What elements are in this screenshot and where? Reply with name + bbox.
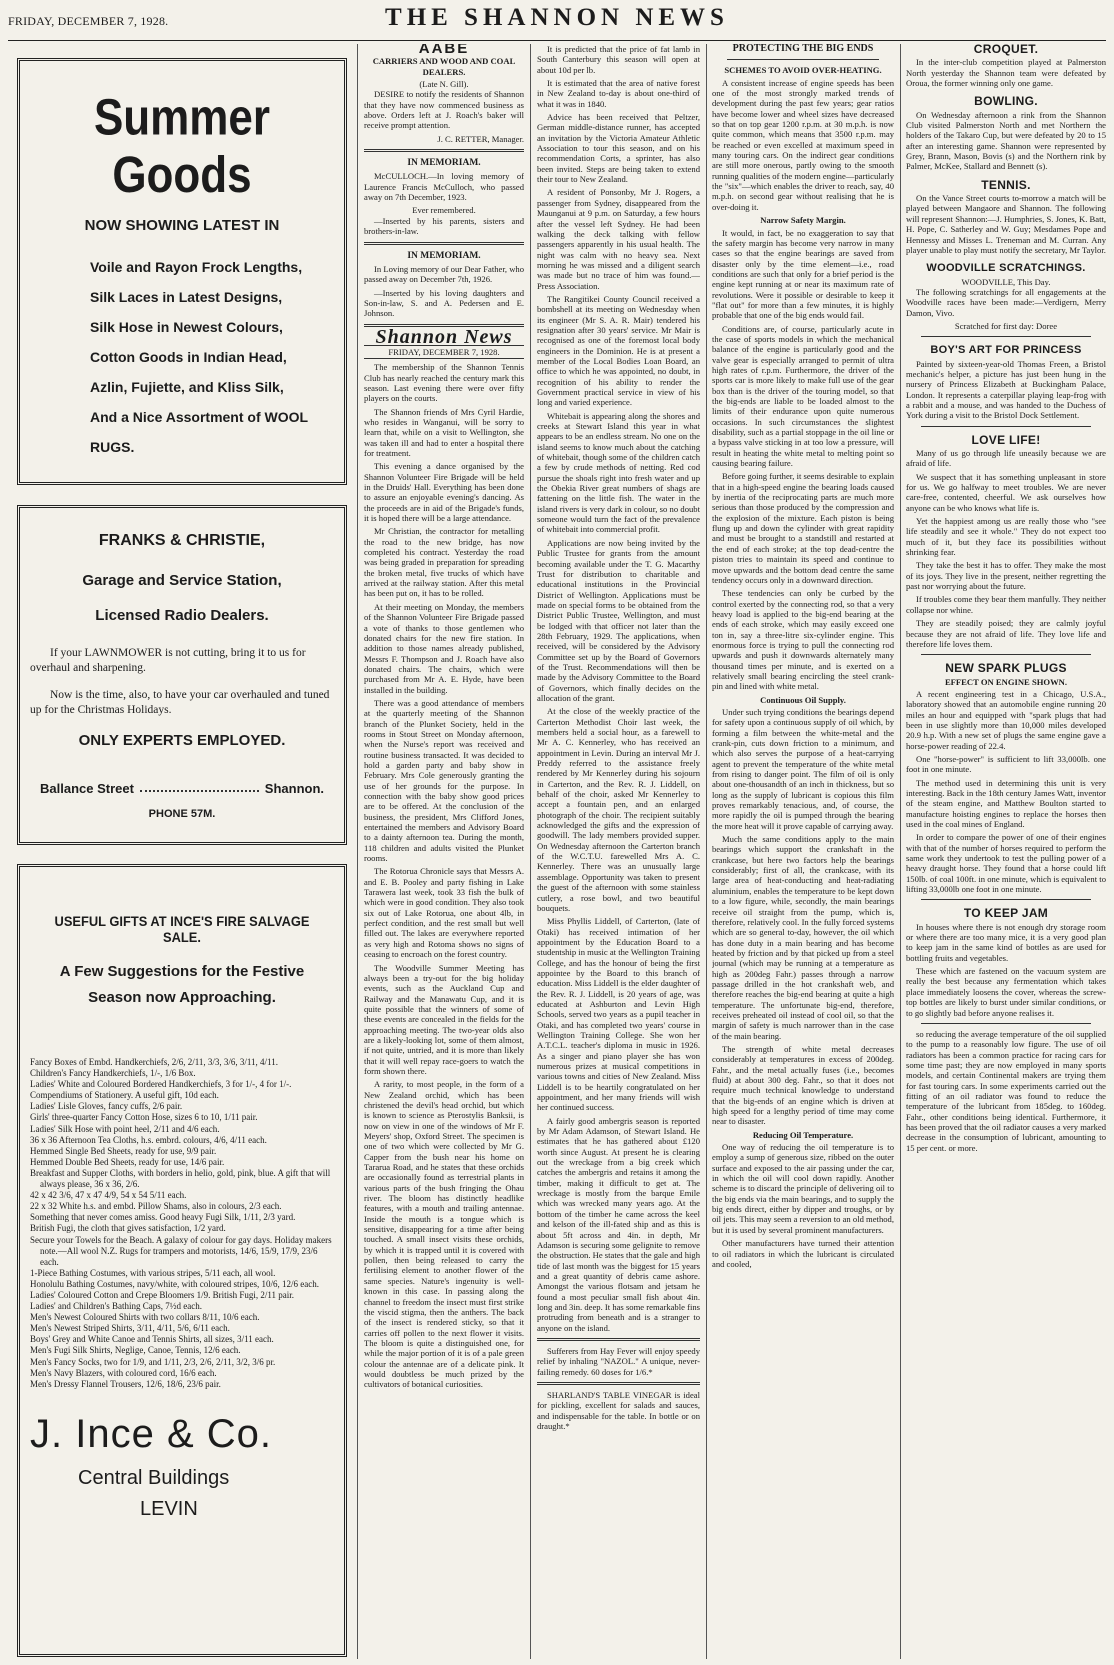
ad-line: And a Nice Assortment of WOOL RUGS. <box>90 409 308 455</box>
hay-fever-ad: Sufferers from Hay Fever will enjoy speedy relief by inhaling "NAZOL." A unique, never-failing remedy. 60 doses for 1/6.* <box>537 1345 700 1377</box>
love-heading: LOVE LIFE! <box>971 432 1041 447</box>
engine-article-continued: so reducing the average temperature of the oil supplied to the pump to a reasonably low figure. The use of oil radiators has been a common practice for racing cars for some time past; they are now employed in many sports models, and certain Continental makers are trying them for fast touring cars. In some experiments carried out the fitting of an oil radiator was found to reduce the temperature of the lubricant from 185deg. to 160deg. Fahr., other conditions being identical. Furthermore, it has been proved that the oil radiator causes a very marked decrease in the consumption of lubricant, amounting to 15 per cent. or more. <box>906 1028 1106 1153</box>
ad-ince-item: 1-Piece Bathing Costumes, with various stripes, 5/11 each, all wool. <box>30 1267 276 1278</box>
ad-ince-item: Men's Dressy Flannel Trousers, 12/6, 18/6, 23/6 pair. <box>30 1378 221 1389</box>
ad-franks-christie <box>17 505 347 845</box>
ad-line: Voile and Rayon Frock Lengths, <box>90 259 303 275</box>
news-paragraph: This evening a dance organised by the Shannon Volunteer Fire Brigade will be held in the Druids' Hall. Everything has been done to assure an enjoyable evening's dancing. As the proceeds are in aid of the Brigade's funds, it is hoped there will be a large attendance. <box>364 461 524 524</box>
ad-line: Silk Laces in Latest Designs, <box>90 289 283 305</box>
ad-franks-leader <box>140 781 259 792</box>
news-paragraph: They take the best it has to offer. They make the most of its joys. They live in the present, neither regretting the past nor worrying about the future. <box>906 560 1106 592</box>
news-paragraph: There was a good attendance of members at the quarterly meeting of the Shannon branch of the Plunket Society, held in the rooms in Stout Street on Monday afternoon, when the Nurse's report was received and routine business transacted. It was decided to hold a garden party and baby show in February. Mrs Cole generously granting the use of her grounds for the purpose. In connection with the baby show good prices are to be offered. At the conclusion of the business, the president, Mrs Clifford Jones, entertained the members and Advisory Board to a dainty afternoon tea. During the month, 118 children and adults visited the Plunket rooms. <box>364 697 524 864</box>
column-3 <box>537 44 700 1659</box>
news-paragraph: If troubles come they bear them manfully. They neither collapse nor whine. <box>906 594 1106 615</box>
divider <box>364 149 524 152</box>
memoriam-heading: IN MEMORIAM. <box>407 158 481 169</box>
news-paragraph: At their meeting on Monday, the members of the Shannon Volunteer Fire Brigade passed a vote of thanks to those gentlemen who donated chairs for the new fire station. In addition to those names already published, Messrs F. Thompson and J. Roach have also donated chairs. The chairs, which were purchased from Mr A. E. Hyde, have been installed in the building. <box>364 601 524 695</box>
news-paragraph: In houses where there is not enough dry storage room or where there are too many mice, it is a very good plan to keep jam in the same kind of bottles as are used for bottling fruits and vegetables. <box>906 921 1106 963</box>
masthead-rule <box>8 40 1106 41</box>
engine-article-subhead: SCHEMES TO AVOID OVER-HEATING. <box>724 65 882 76</box>
memoriam-inserted: —Inserted by his parents, sisters and brothers-in-law. <box>364 215 524 237</box>
news-paragraph: The method used in determining this unit is very interesting. Back in the 18th century James Watt, inventor of the steam engine, and Matthew Boulton started to manufacture hoisting engines to replace the horses then used in the coal mines of England. <box>906 777 1106 829</box>
woodville-note: Scratched for first day: Doree <box>954 320 1058 331</box>
divider <box>921 426 1091 427</box>
ad-ince-item: Children's Fancy Handkerchiefs, 1/-, 1/6 Box. <box>30 1068 196 1079</box>
paper-nameplate: Shannon News <box>375 325 513 348</box>
memoriam-text: In Loving memory of our Dear Father, who passed away on December 7th, 1926. <box>364 263 524 285</box>
news-paragraph: Painted by sixteen-year-old Thomas Freen, a Bristol mechanic's helper, a picture has just been hung in the nursery of Princess Elizabeth at Buckingham Palace, London. It represents a caterpillar playing leap-frog with a rabbit and a mouse, and was handed to the Duchess of York during a visit to the Bristol Dock Settlement. <box>906 358 1106 421</box>
news-paragraph: Yet the happiest among us are really those who "see life steadily and see it whole." They do not expect too much of it, but they face its possibilities without shrinking fear. <box>906 516 1106 558</box>
column-2 <box>364 44 524 1659</box>
news-paragraph: On the Vance Street courts to-morrow a match will be played between Mangaore and Shannon. The following will represent Shannon:—J. Humphries, S. Jones, K. Batt, H. Pope, C. Satherley and W. Guy; Mesdames Pope and Hennessy and Misses L. Treneman and M. Curran. Any player unable to play must notify the secretary, Mr Taylor. <box>906 193 1106 255</box>
ad-ince-items <box>30 1057 334 1390</box>
ad-franks-body2: Now is the time, also, to have your car overhauled and tuned up for the Christmas Holidays. <box>30 689 330 716</box>
news-paragraph: The Woodville Summer Meeting has always been a try-out for the big holiday events, such as the Auckland Cup and Railway and the Manawatu Cup, and it is quite possible that the winners of some of these events are concealed in the fields for the approaching meeting. The two-year olds also are a likely-looking lot, some of them almost, if not quite, untried, and it is more than likely that it will well repay race-goers to watch the form shown there. <box>364 962 524 1076</box>
ad-line: Azlin, Fujiette, and Kliss Silk, <box>90 379 284 395</box>
news-paragraph: The strength of white metal decreases considerably at temperatures in excess of 200deg. Fahr., and the metal actually fuses (i.e., becomes fluid) at about 300 deg. Fahr., so that it does not require much technical knowledge to understand that the big-ends of an engine which is driven at high speed for a lengthy period of time may come near to disaster. <box>712 1043 894 1127</box>
column-rule <box>530 44 531 1659</box>
ad-ince-item: Ladies' White and Coloured Bordered Handkerchiefs, 3 for 1/-, 4 for 1/-. <box>30 1079 292 1090</box>
ad-ince-subhead: A Few Suggestions for the Festive Season now Approaching. <box>59 963 305 1006</box>
column-rule <box>706 44 707 1659</box>
ad-ince-item: Men's Fugi Silk Shirts, Neglige, Canoe, Tennis, 12/6 each. <box>30 1345 241 1356</box>
news-paragraph: A consistent increase of engine speeds has been one of the most strongly marked trends of development during the past few years; gear ratios have become lower and wheel sizes have decreased so that on top gear 1200 r.p.m. at 30 m.p.h. is now quite common, which means that 3500 r.p.m. may be reached or even excelled at maximum speed in many touring cars. On the indirect gear conditions are still more onerous, partly owing to the smooth running qualities of the modern engine—particularly the "six"—which enables the driver to reach, say, 40 m.p.h. on second gear without realising that he is over-doing it. <box>712 77 894 212</box>
tennis-heading: TENNIS. <box>981 177 1031 192</box>
ad-franks-street: Ballance Street <box>40 781 134 796</box>
spark-subheading: EFFECT ON ENGINE SHOWN. <box>944 676 1068 687</box>
ad-ince-item: Honolulu Bathing Costumes, navy/white, with coloured stripes, 10/6, 12/6 each. <box>30 1278 319 1289</box>
ad-ince-item: Secure your Towels for the Beach. A galaxy of colour for gay days. Holiday makers note.—All wool N.Z. Rugs for trampers and motorists, 14/6, 15/9, 17/9, 23/6 each. <box>30 1234 332 1267</box>
memoriam-inserted: —Inserted by his loving daughters and Son-in-law, S. and A. Pedersen and E. Johnson. <box>364 287 524 319</box>
ad-franks-line1: Garage and Service Station, <box>82 572 282 589</box>
engine-article-headline: PROTECTING THE BIG ENDS <box>732 44 874 54</box>
divider <box>364 242 524 245</box>
ad-ince-item: 36 x 36 Afternoon Tea Cloths, h.s. embrd. colours, 4/6, 4/11 each. <box>30 1134 267 1145</box>
news-paragraph: These tendencies can only be curbed by the control exerted by the connecting rod, so that a very heavy load is applied to the big-end bearing at the ends of each stroke, which may easily exceed one ton in, say a three-litre six-cylinder engine. This enormous force is trying to pull the connecting rod upwards and push it downwards alternately many thousand times per minute, and is exerted on a relatively small bearing encircling the steel crank-pin and lined with white metal. <box>712 588 894 692</box>
news-paragraph: We suspect that it has something unpleasant in store for us. We go halfway to meet troubles. We are never care-free, contented, cheerful. We ask ourselves how anyone can be who knows what life is. <box>906 471 1106 513</box>
ad-line: Cotton Goods in Indian Head, <box>90 349 287 365</box>
news-paragraph: The membership of the Shannon Tennis Club has nearly reached the century mark this season. Last evening there were over fifty players on the courts. <box>364 362 524 404</box>
memoriam-heading: IN MEMORIAM. <box>407 250 481 261</box>
ad-ince-item: 22 x 32 White h.s. and embd. Pillow Shams, also in colours, 2/3 each. <box>30 1201 282 1212</box>
news-paragraph: At the close of the weekly practice of the Carterton Methodist Choir last week, the members held a social hour, as a farewell to Mr A. C. Kennerley, who has received an appointment in Levin. During an interval Mr J. Preddy referred to the assistance freely rendered by Mr Kennerley during his sojourn in Carterton, and the Rev. R. J. Liddell, on behalf of the choir, asked Mr Kennerley to accept a fountain pen, and an enlarged photograph of the choir. The recipient suitably acknowledged the gifts and the expression of goodwill. The lady members provided supper. On Wednesday afternoon the Carterton branch of the W.C.T.U. farewelled Mrs A. C. Kennerley. There was an unusually large assemblage. Opportunity was taken to present the guest of the afternoon with some stainless cutlery, a rose bowl, and two beautiful bouquets. <box>537 706 700 913</box>
woodville-dateline: WOODVILLE, This Day. <box>961 276 1051 287</box>
engine-subheading: Reducing Oil Temperature. <box>752 1129 854 1140</box>
ad-ince-item: Hemmed Double Bed Sheets, ready for use, 14/6 pair. <box>30 1156 225 1167</box>
ad-gunning-showing: NOW SHOWING LATEST IN <box>84 217 280 234</box>
aabe-signature: J. C. RETTER, Manager. <box>437 133 524 144</box>
ad-ince-item: Men's Newest Coloured Shirts with two collars 8/11, 10/6 each. <box>30 1312 260 1323</box>
ad-ince-item: Men's Fancy Socks, two for 1/9, and 1/11, 2/3, 2/6, 2/11, 3/2, 3/6 pr. <box>30 1356 276 1367</box>
news-paragraph: A rarity, to most people, in the form of a New Zealand orchid, which has been christened the devil's head orchid, but which is known to science as Pterostylis Banksii, is now on view in one of the windows of Mr F. Meyers' shop, Oxford Street. The specimen is one of two which were collected by Mr G. Capper from the bush near his home on Tararua Road, and he states that these orchids are occasionally found as terrestrial plants in various parts of the bush fringing the Ohau river. The bloom has distinctly headlike features, with a mouth and trailing antennae. Inside the mouth is a tongue which is sensitive, disappearing for a time after being touched. A small insect visits these orchids, by which it is trapped until it is covered with pollen, then being released to carry the fertilising element to another flower of the same species. Nature's ingenuity is well-known in this case. In passing along the channel to freedom the insect must first strike the viscid stigma, then the anthers. The back of the insect is rendered sticky, so that it carries off pollen to the next flower it visits. The bloom is quite a distinguished one, for while the major portion of it is of a pale green colour the antennae are of a delicate pink. It would doubtless be much prized by the cultivators of botanical curiosities. <box>364 1079 524 1390</box>
news-paragraph: One way of reducing the oil temperature is to employ a sump of generous size, ribbed on the outer surface and exposed to the air passing under the car, in which the oil will cool down rapidly. Another scheme is to discard the principle of delivering oil to the big ends via the main bearings, and to supply the big ends direct, either by dipper and troughs, or by oil jets. This may seem a reversion to an old method, but it is used by several prominent manufacturers. <box>712 1142 894 1235</box>
ad-ince-item: Hemmed Single Bed Sheets, ready for use, 9/9 pair. <box>30 1145 217 1156</box>
column-5 <box>906 44 1106 1659</box>
news-paragraph: The following scratchings for all engagements at the Woodville races have been made:—Verdigern, Merry Damon, Vivo. <box>906 286 1106 318</box>
column-4 <box>712 44 894 1659</box>
ad-ince-item: Men's Newest Striped Shirts, 3/11, 4/11, 5/6, 6/11 each. <box>30 1323 230 1334</box>
bowling-heading: BOWLING. <box>974 94 1038 109</box>
news-paragraph: It would, in fact, be no exaggeration to say that the safety margin has become very narrow in many cases so that the engine bearings are saved from disaster only by the time element—i.e., road conditions are such that only for a brief period is the engine kept running at or near its maximum rate of revolutions. Were it possible or desirable to keep it "flat out" for more than a few minutes, it is highly probable that one of the big ends would fail. <box>712 227 894 321</box>
ad-ince-item: Ladies' Coloured Cotton and Crepe Bloomers 1/9. British Fugi, 2/11 pair. <box>30 1289 295 1300</box>
ad-franks-phone: PHONE 57M. <box>148 808 216 820</box>
news-paragraph: Before going further, it seems desirable to explain that in a high-speed engine the bearing loads caused by inertia of the reciprocating parts are much more serious than those produced by the compression and the explosion of the mixture. Each piston is being flung up and down the cylinder with great rapidity and must be brought to a standstill and restarted at the end of each stroke; at the top dead-centre the piston tries to maintain its speed and continue to move upwards and the bottom dead centre the same tendency occurs only in a downward direction. <box>712 471 894 585</box>
ad-franks-address <box>40 781 324 796</box>
ad-franks-body1: If your LAWNMOWER is not cutting, bring it to us for overhaul and sharpening. <box>30 647 306 674</box>
ad-franks-line2: Licensed Radio Dealers. <box>95 607 269 624</box>
divider <box>921 336 1091 337</box>
news-paragraph: Conditions are, of course, particularly acute in the case of sports models in which the mechanical balance of the engine is particularly good and the valve gear is especially arranged to permit of ultra high rates of r.p.m. Furthermore, the driver of the sports car is more likely to make full use of the gear box than is the driver of the touring model, so that the big-ends are liable to be loaded almost to the limits of their endurance upon quite numerous occasions. In such circumstances the slightest disability, such as a partial stoppage in the oil line or a bypass valve sticking in at too low a pressure, will result in heating the white metal to melting point so causing bearing failure. <box>712 323 894 469</box>
ad-ince <box>17 864 347 1657</box>
jam-heading: TO KEEP JAM <box>963 906 1049 921</box>
news-paragraph: The Rangitikei County Council received a bombshell at its meeting on Wednesday when its engineer (Mr S. A. R. Mair) tendered his resignation after 30 years' service. Mr Mair is recognised as one of the foremost local body engineers in the Dominion. He is at present a member of the Local Bodies Loan Board, an office to which he was appointed, no doubt, in recognition of his ability to render the Government practical service in view of his long and varied experience. <box>537 293 700 408</box>
ad-gunning <box>17 58 347 485</box>
ad-ince-buildings: Central Buildings <box>78 1466 230 1489</box>
ad-ince-item: Girls' three-quarter Fancy Cotton Hose, sizes 6 to 10, 1/11 pair. <box>30 1112 258 1123</box>
news-paragraph: Many of us go through life uneasily because we are afraid of life. <box>906 448 1106 469</box>
masthead-title: THE SHANNON NEWS <box>385 4 729 31</box>
news-paragraph: They are steadily poised; they are calmly joyful because they are not afraid of life. They love life and therefore life loves them. <box>906 618 1106 649</box>
ad-ince-item: Ladies' Silk Hose with point heel, 2/11 and 4/6 each. <box>30 1123 220 1134</box>
news-paragraph: Other manufacturers have turned their attention to oil radiators in which the lubricant is circulated and cooled, <box>712 1238 894 1269</box>
engine-subheading: Narrow Safety Margin. <box>760 215 846 226</box>
news-paragraph: Applications are now being invited by the Public Trustee for grants from the amount becoming available under the T. G. Macarthy Trust for distribution to charitable and educational institutions in the Provincial District of Wellington. Applications must be made on special forms to be obtained from the District Public Trustee, Wellington, and must be lodged with that officer not later than the 28th February, 1929. The applications, when received, will be considered by the Advisory Committee set up by the Board of Governors of the Trust. Recommendations will then be made by the Advisory Committee to the Board of Governors, which finally decides on the allocation of the grant. <box>537 537 700 703</box>
ad-ince-item: British Fugi, the cloth that gives satisfaction, 1/2 yard. <box>30 1223 226 1234</box>
divider <box>921 899 1091 900</box>
ad-franks-firm: FRANKS & CHRISTIE, <box>98 532 266 549</box>
ad-ince-firm: J. Ince & Co. <box>30 1411 272 1456</box>
news-paragraph: In the inter-club competition played at Palmerston North yesterday the Shannon team were defeated by Oroua, the former winning only one game. <box>906 57 1106 89</box>
aabe-body: DESIRE to notify the residents of Shannon that they have now commenced business as above. Orders left at J. Roach's baker will receive prompt attention. <box>364 89 524 131</box>
princess-heading: BOY'S ART FOR PRINCESS <box>930 344 1082 357</box>
news-paragraph: The Rotorua Chronicle says that Messrs A. and E. B. Pooley and party fishing in Lake Tarawera last week, took 33 fish the bulk of which were in good condition. They also took six out of Lake Rotorua, one about 4lb, in perfect condition, and the rest small but well filled out. The lakes are everywhere reported as very high and Rotoma shows no signs of ceasing to encroach on the forest country. <box>364 866 524 960</box>
memoriam-text: McCULLOCH.—In loving memory of Laurence Francis McCulloch, who passed away on 7th December, 1923. <box>364 171 524 203</box>
news-paragraph: Much the same conditions apply to the main bearings which support the crankshaft in the crankcase, but here two factors help the bearings considerably; first of all, the crankcase, with its large area of heat-conducting and heat-radiating aluminium, enables the temperature to be kept down to a low figure, while, secondly, the main bearings receive oil straight from the pump, which is, therefore, relatively cool. In the fully forced systems which are so general to-day, however, the oil which has done duty in a main bearing and has become heated by friction and by that picked up from a steel journal (which may be running at a temperature as high as 200deg Fahr.) passes through a narrow passage drilled in the hot crankshaft web, and therefore reaches the big-end bearing at quite a high temperature. The unfortunate big-end, therefore, receives preheated oil instead of cool oil, so that the margin of safety is much narrower than in the case of the main bearing. <box>712 834 894 1041</box>
woodville-heading: WOODVILLE SCRATCHINGS. <box>926 262 1086 275</box>
memoriam-verse: Ever remembered. <box>412 205 476 216</box>
news-paragraph: Mr Christian, the contractor for metalling the road to the new bridge, has now completed his contract. Yesterday the road was being graded in preparation for spreading the broken metal, five trucks of which have arrived at the railway station. After this metal has been put on, it has to be rolled. <box>364 526 524 599</box>
news-paragraph: The Shannon friends of Mrs Cyril Hardie, who resides in Wanganui, will be sorry to learn that, while on a visit to Wellington, she was taken ill and had to enter a hospital there for treatment. <box>364 406 524 458</box>
ad-ince-item: Boys' Grey and White Canoe and Tennis Shirts, all sizes, 3/11 each. <box>30 1334 274 1345</box>
news-paragraph: One "horse-power" is sufficient to lift 33,000lb. one foot in one minute. <box>906 753 1106 775</box>
news-paragraph: A fairly good ambergris season is reported by Mr Adam Adamson, of Stewart Island. He estimates that he has gathered about £120 worth since August. At present he is clearing out the wreckage from a big creek which catches the ambergris and retains it among the timber, making it difficult to get at. The wreckage is mostly from the barque Emile which was wrecked many years ago. At the bottom of the timber he came across the keel and kelson of the ill-fated ship and as this is about 5ft across and 4in. in depth, Mr Adamson is securing some gelignite to remove the obstruction. He states that the gale and high tide of last month was the biggest for 15 years and a great quantity of debris came ashore. Amongst the various flotsam and jetsam he found a most peculiar small fish about 4in. long and 3in. deep. It has some remarkable fins protruding from beneath and is a stranger to anyone on the island. <box>537 1115 700 1333</box>
engine-subheading: Continuous Oil Supply. <box>760 694 846 705</box>
aabe-title: AABE <box>418 44 470 57</box>
ad-franks-experts: ONLY EXPERTS EMPLOYED. <box>78 732 286 749</box>
masthead-date: FRIDAY, DECEMBER 7, 1928. <box>8 14 169 28</box>
news-paragraph: In order to compare the power of one of their engines with that of the number of horses required to perform the same work they undertook to test the pulling power of a heavy draught horse. They found that a horse could lift 150lb. of coal 100ft. in one minute, which is equivalent to lifting 33,000lb one foot in one minute. <box>906 832 1106 895</box>
news-paragraph: Miss Phyllis Liddell, of Carterton, (late of Otaki) has received intimation of her appointment by the Education Board to a studentship in music at the Wellington Training College, and has the honour of being the first appointee by the Board to this branch of education. Miss Liddell is the elder daughter of the Rev. R. J. Liddell, is 20 years of age, was educated at Ashburton and Levin High Schools, served two years as a pupil teacher in Otaki, and has completed two years' course in Wellington Training College. She won her A.T.C.L. teacher's diploma in music in 1926. As a singer and piano player she has won numerous prizes at musical competitions in various towns and cities of New Zealand. Miss Liddell is to be heartily congratulated on her appointment, and her many friends will wish her continued success. <box>537 916 700 1113</box>
news-paragraph: On Wednesday afternoon a rink from the Shannon Club visited Palmerston North and met Northern the holders of the Takaro Cup, but were defeated by 20 to 15 after an interesting game. Shannon were represented by Grey, Brann, Mason, Bovis (s) and the Northern rink by Palmer, McKee, Stallard and Bennett (s). <box>906 109 1106 172</box>
ad-ince-item: Fancy Boxes of Embd. Handkerchiefs, 2/6, 2/11, 3/3, 3/6, 3/11, 4/11. <box>30 1057 278 1067</box>
divider <box>537 1382 700 1385</box>
ad-ince-headline: USEFUL GIFTS AT INCE'S FIRE SALVAGE SALE. <box>54 913 310 945</box>
paper-date: FRIDAY, DECEMBER 7, 1928. <box>364 345 524 359</box>
ad-ince-item: Breakfast and Supper Cloths, with borders in helio, gold, pink, blue. A gift that will always please, 36 x 36, 2/6. <box>30 1167 331 1190</box>
column-rule <box>357 44 358 1659</box>
ad-ince-town: LEVIN <box>140 1497 198 1520</box>
spark-heading: NEW SPARK PLUGS <box>945 661 1067 676</box>
ad-line: Silk Hose in Newest Colours, <box>90 319 283 335</box>
ad-gunning-lines <box>90 252 334 462</box>
ad-ince-item: Ladies' and Children's Bathing Caps, 7½d each. <box>30 1301 202 1312</box>
news-paragraph: These which are fastened on the vacuum system are really the best because any fermentation which takes place immediately loosens the cover, whereas the screw-top bottles are likely to burst under similar conditions, or to go slightly bad before anyone realises it. <box>906 966 1106 1018</box>
divider <box>921 1023 1091 1024</box>
divider <box>921 654 1091 655</box>
news-paragraph: It is estimated that the area of native forest in New Zealand to-day is about one-third of what it was in 1840. <box>537 78 700 109</box>
ad-franks-town: Shannon. <box>264 781 324 796</box>
vinegar-ad: SHARLAND'S TABLE VINEGAR is ideal for pickling, excellent for salads and sauces, and indispensable for the table. In bottle or on draught.* <box>537 1389 700 1431</box>
ad-ince-item: Men's Navy Blazers, with coloured cord, 16/6 each. <box>30 1367 217 1378</box>
news-paragraph: A resident of Ponsonby, Mr J. Rogers, a passenger from Sydney, disappeared from the Maunganui at 9 p.m. on Saturday, a few hours after the vessel left Sydney. He had been walking the deck talking with fellow passengers apparently in his usual health. The night was calm with no heavy sea. Next morning he was missed and a diligent search was made but no trace of him was found.—Press Association. <box>537 187 700 291</box>
aabe-late: (Late N. Gill). <box>419 79 469 90</box>
news-paragraph: Advice has been received that Peltzer, German middle-distance runner, has accepted an invitation by the Victoria Amateur Athletic Association to tour this season, and on his recommendation Corts, a sprinter, has also been invited. Steps are being taken to extend their tour to New Zealand. <box>537 112 700 185</box>
ad-ince-item: 42 x 42 3/6, 47 x 47 4/9, 54 x 54 5/11 each. <box>30 1190 187 1201</box>
ad-gunning-headline: Summer Goods <box>93 89 271 204</box>
croquet-heading: CROQUET. <box>973 44 1039 56</box>
ad-ince-item: Something that never comes amiss. Good heavy Fugi Silk, 1/11, 2/3 yard. <box>30 1212 296 1223</box>
ad-ince-item: Ladies' Lisle Gloves, fancy cuffs, 2/6 pair. <box>30 1101 183 1112</box>
column-rule <box>900 44 901 1659</box>
divider <box>727 59 879 60</box>
divider <box>537 1338 700 1341</box>
news-paragraph: It is predicted that the price of fat lamb in South Canterbury this season will open at about 10d per lb. <box>537 44 700 75</box>
aabe-subtitle: CARRIERS AND WOOD AND COAL DEALERS. <box>372 56 516 77</box>
news-paragraph: Whitebait is appearing along the shores and creeks at Stewart Island this year in what appears to be an endless stream. No one on the island seems to know much about the catching of whitebait, though some of the children catch a few by crude methods of netting. Red cod pursue the shoals right into fresh water and up the Obekia River great numbers of shags are fattening on the little fish. The water in the island rivers is very dark in colour, so no doubt someone would turn the fact of the prevalence of whitebait into commercial profit. <box>537 410 700 535</box>
news-paragraph: A recent engineering test in a Chicago, U.S.A., laboratory showed that an automobile engine running 20 miles an hour and equipped with "spark plugs that had been in use slightly more than 10,000 miles developed 20.9 h.p. With a new set of plugs the same engine gave a horse-power reading of 22.4. <box>906 688 1106 751</box>
ad-ince-item: Compendiums of Stationery. A useful gift, 10d each. <box>30 1090 219 1101</box>
news-paragraph: Under such trying conditions the bearings depend for safety upon a continuous supply of oil which, by forming a film between the white-metal and the crank-pin, cuts down friction to a minimum, and which also serves the purpose of a heat-carrying agent to prevent the temperature of the white metal from rising to danger point. The film of oil is only about one-thousandth of an inch in thickness, but so long as the supply of lubricant is copious this film proves remarkably tenacious, and, of course, the more rapidly the oil is pumped through the bearing the more heat will it prove capable of carrying away. <box>712 706 894 831</box>
